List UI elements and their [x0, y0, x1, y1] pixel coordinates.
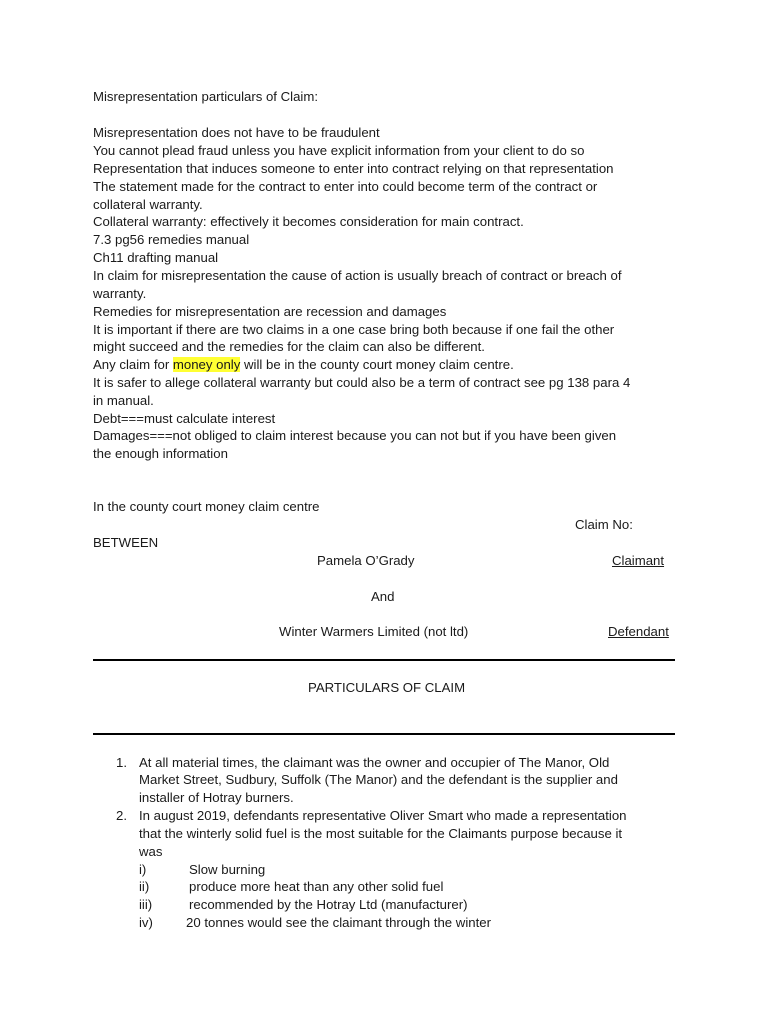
notes-line: In claim for misrepresentation the cause of action is usually breach of contract or breach of: [93, 268, 622, 283]
notes-line: collateral warranty.: [93, 197, 203, 212]
notes-line: in manual.: [93, 393, 154, 408]
defendant-role: Defendant: [608, 624, 669, 639]
subitem-text: produce more heat than any other solid fuel: [189, 879, 444, 894]
defendant-name: Winter Warmers Limited (not ltd): [279, 624, 469, 639]
notes-line: Collateral warranty: effectively it becomes consideration for main contract.: [93, 214, 524, 229]
court-name: In the county court money claim centre: [93, 499, 320, 514]
notes-line: The statement made for the contract to enter into could become term of the contract or: [93, 179, 598, 194]
money-line-before: Any claim for: [93, 357, 173, 372]
subitem-text: Slow burning: [189, 862, 266, 877]
item-line: At all material times, the claimant was the owner and occupier of The Manor, Old: [139, 755, 610, 770]
notes-line: 7.3 pg56 remedies manual: [93, 232, 250, 247]
claim-number-label: Claim No:: [575, 517, 633, 532]
notes-line: You cannot plead fraud unless you have explicit information from your client to do so: [93, 143, 585, 158]
item-line: was: [139, 844, 163, 859]
notes-line: might succeed and the remedies for the claim can also be different.: [93, 339, 485, 354]
notes-line: Misrepresentation does not have to be fraudulent: [93, 125, 380, 140]
notes-line: warranty.: [93, 286, 147, 301]
claimant-role: Claimant: [612, 553, 665, 568]
and-label: And: [371, 589, 395, 604]
item-line: Market Street, Sudbury, Suffolk (The Manor) and the defendant is the supplier and: [139, 772, 618, 787]
item-line: In august 2019, defendants representative Oliver Smart who made a representation: [139, 808, 627, 823]
highlighted-text: money only: [172, 357, 241, 372]
item-number: 1.: [116, 755, 127, 770]
item-line: that the winterly solid fuel is the most suitable for the Claimants purpose because it: [139, 826, 623, 841]
notes-line: Representation that induces someone to enter into contract relying on that representation: [93, 161, 614, 176]
notes-line: the enough information: [93, 446, 228, 461]
between-label: BETWEEN: [93, 535, 159, 550]
notes-line: It is important if there are two claims in a one case bring both because if one fail the other: [93, 322, 615, 337]
money-line-after: will be in the county court money claim centre.: [240, 357, 514, 372]
notes-line: Ch11 drafting manual: [93, 250, 219, 265]
subitem-number: iii): [139, 897, 153, 912]
subitem-number: ii): [139, 879, 150, 894]
item-number: 2.: [116, 808, 127, 823]
item-line: installer of Hotray burners.: [139, 790, 294, 805]
notes-heading: Misrepresentation particulars of Claim:: [93, 89, 319, 104]
divider-top: [93, 659, 675, 661]
subitem-text: 20 tonnes would see the claimant through the winter: [186, 915, 491, 930]
notes-line: Damages===not obliged to claim interest because you can not but if you have been given: [93, 428, 617, 443]
subitem-number: iv): [139, 915, 153, 930]
notes-line: Debt===must calculate interest: [93, 411, 276, 426]
subitem-text: recommended by the Hotray Ltd (manufacturer): [189, 897, 468, 912]
particulars-title: PARTICULARS OF CLAIM: [308, 680, 466, 695]
divider-bottom: [93, 733, 675, 735]
claimant-name: Pamela O’Grady: [317, 553, 415, 568]
subitem-number: i): [139, 862, 147, 877]
money-only-line: [93, 356, 514, 374]
notes-line: It is safer to allege collateral warranty but could also be a term of contract see pg 138 para 4: [93, 375, 631, 390]
notes-line: Remedies for misrepresentation are recession and damages: [93, 304, 447, 319]
